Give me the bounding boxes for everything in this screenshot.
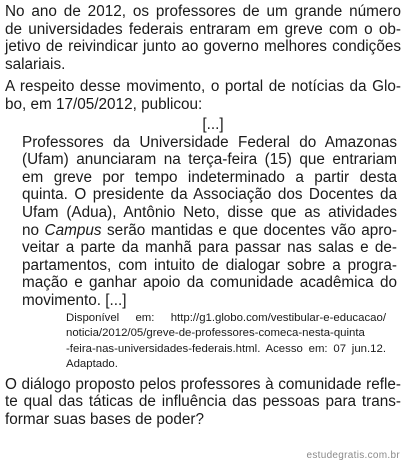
text-line: salariais.	[5, 55, 66, 73]
text-line: partamentos, com intuito de dialogar sobre a progra-	[22, 256, 397, 274]
text-line: jetivo de reivindicar junto ao governo melhores condições	[5, 38, 401, 56]
text-line	[22, 222, 397, 240]
text-line: movimento. [...]	[22, 291, 127, 309]
text-line: Ufam (Adua), Antônio Neto, disse que as atividades	[22, 203, 397, 221]
text-line: A respeito desse movimento, o portal de notícias da Glo-	[5, 78, 401, 96]
text-line: de universidades federais entraram em greve com o ob-	[5, 20, 401, 38]
text-line: te qual das táticas de influência das pessoas para trans-	[5, 393, 401, 411]
text-line: veitar a parte da manhã para passar nas salas e de-	[22, 239, 397, 257]
quote-ellipsis: [...]	[202, 115, 224, 133]
question-paragraph	[5, 376, 401, 429]
quote-paragraph	[22, 134, 397, 310]
citation-line: -feira-nas-universidades-federais.html. Acesso em: 07 jun.12.	[66, 342, 386, 355]
text-line: Professores da Universidade Federal do Amazonas	[22, 133, 397, 151]
campus-italic: Campus	[44, 221, 102, 239]
text-line: formar suas bases de poder?	[5, 411, 204, 429]
text-fragment: no	[22, 221, 45, 239]
text-line: (Ufam) anunciaram na terça-feira (15) que entrariam	[22, 151, 397, 169]
text-line: O diálogo proposto pelos professores à comunidade refle-	[5, 375, 401, 393]
citation-line: noticia/2012/05/greve-de-professores-comeca-nesta-quinta	[66, 327, 365, 340]
citation-line: Disponível em: http://g1.globo.com/vestibular-e-educacao/	[66, 311, 386, 324]
text-line: em greve por tempo indeterminado a partir desta	[22, 168, 397, 186]
text-fragment: serão mantidas e que docentes vão apro-	[101, 221, 397, 239]
document	[5, 3, 401, 429]
text-line: No ano de 2012, os professores de um grande número	[5, 3, 401, 20]
site-watermark: estudegratis.com.br	[306, 450, 400, 461]
text-line: mação e ganhar apoio da comunidade acadêmica do	[22, 274, 397, 292]
intro-paragraph	[5, 3, 401, 73]
text-line: bo, em 17/05/2012, publicou:	[5, 95, 203, 113]
source-citation	[66, 311, 386, 373]
lead-paragraph	[5, 78, 401, 113]
citation-line: Adaptado.	[66, 358, 118, 371]
text-line: quinta. O presidente da Associação dos Docentes da	[22, 186, 397, 204]
